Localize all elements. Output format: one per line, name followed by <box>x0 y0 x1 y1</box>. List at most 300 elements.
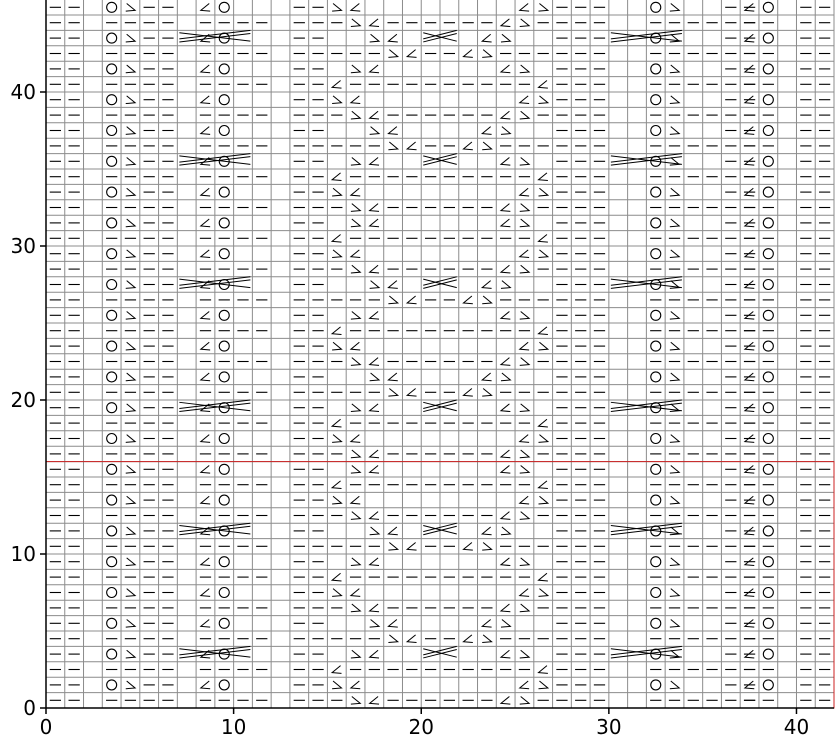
right-decrease-symbol <box>539 681 548 689</box>
right-decrease-symbol <box>351 558 360 566</box>
yarn-over-symbol <box>763 649 773 659</box>
yarn-over-symbol <box>763 187 773 197</box>
left-decrease-symbol <box>351 496 360 504</box>
right-decrease-symbol <box>332 435 341 443</box>
yarn-over-symbol <box>763 680 773 690</box>
left-decrease-symbol <box>388 619 397 627</box>
left-decrease-symbol <box>201 342 210 350</box>
left-decrease-symbol <box>501 465 510 473</box>
right-decrease-symbol <box>482 50 491 58</box>
right-decrease-symbol <box>126 65 135 73</box>
yarn-over-symbol <box>107 126 117 136</box>
yarn-over-symbol <box>219 618 229 628</box>
yarn-over-symbol <box>763 310 773 320</box>
left-decrease-symbol <box>351 188 360 196</box>
yarn-over-symbol <box>651 588 661 598</box>
yarn-over-symbol <box>651 64 661 74</box>
right-decrease-symbol <box>332 681 341 689</box>
right-decrease-symbol <box>370 527 379 535</box>
left-decrease-symbol <box>501 650 510 658</box>
right-decrease-symbol <box>539 96 548 104</box>
left-decrease-symbol <box>332 234 341 242</box>
right-decrease-symbol <box>126 96 135 104</box>
right-decrease-symbol <box>670 373 679 381</box>
right-decrease-symbol <box>670 188 679 196</box>
y-tick-label: 0 <box>23 696 36 720</box>
yarn-over-symbol <box>107 495 117 505</box>
right-decrease-symbol <box>126 373 135 381</box>
right-decrease-symbol <box>388 142 397 150</box>
left-decrease-symbol <box>370 404 379 412</box>
left-decrease-symbol <box>201 681 210 689</box>
right-decrease-symbol <box>370 127 379 135</box>
left-decrease-symbol <box>351 96 360 104</box>
yarn-over-symbol <box>651 249 661 259</box>
left-decrease-symbol <box>201 250 210 258</box>
yarn-over-symbol <box>763 526 773 536</box>
right-decrease-symbol <box>482 388 491 396</box>
left-decrease-symbol <box>501 404 510 412</box>
left-decrease-symbol <box>332 666 341 674</box>
left-decrease-symbol <box>501 450 510 458</box>
left-decrease-symbol <box>370 204 379 212</box>
left-decrease-symbol <box>351 681 360 689</box>
left-decrease-symbol <box>407 635 416 643</box>
yarn-over-symbol <box>763 557 773 567</box>
left-decrease-symbol <box>501 512 510 520</box>
right-decrease-symbol <box>520 311 529 319</box>
left-decrease-symbol <box>201 465 210 473</box>
left-decrease-symbol <box>539 173 548 181</box>
right-decrease-symbol <box>126 465 135 473</box>
yarn-over-symbol <box>763 588 773 598</box>
right-decrease-symbol <box>370 281 379 289</box>
right-decrease-symbol <box>126 558 135 566</box>
yarn-over-symbol <box>107 280 117 290</box>
right-decrease-symbol <box>126 188 135 196</box>
right-decrease-symbol <box>126 650 135 658</box>
left-decrease-symbol <box>201 65 210 73</box>
right-decrease-symbol <box>126 681 135 689</box>
right-decrease-symbol <box>332 496 341 504</box>
y-tick-label: 20 <box>10 388 36 412</box>
left-decrease-symbol <box>501 558 510 566</box>
left-decrease-symbol <box>539 573 548 581</box>
right-decrease-symbol <box>539 250 548 258</box>
right-decrease-symbol <box>520 19 529 27</box>
left-decrease-symbol <box>539 327 548 335</box>
x-tick-label: 30 <box>596 715 622 739</box>
right-decrease-symbol <box>520 358 529 366</box>
right-decrease-symbol <box>520 265 529 273</box>
left-decrease-symbol <box>407 50 416 58</box>
right-decrease-symbol <box>332 342 341 350</box>
yarn-over-symbol <box>763 618 773 628</box>
yarn-over-symbol <box>651 464 661 474</box>
y-tick-label: 10 <box>10 542 36 566</box>
right-decrease-symbol <box>539 496 548 504</box>
right-decrease-symbol <box>370 619 379 627</box>
left-decrease-symbol <box>463 635 472 643</box>
left-decrease-symbol <box>351 435 360 443</box>
left-decrease-symbol <box>370 219 379 227</box>
yarn-over-symbol <box>107 2 117 12</box>
right-decrease-symbol <box>351 604 360 612</box>
yarn-over-symbol <box>651 218 661 228</box>
left-decrease-symbol <box>332 573 341 581</box>
right-decrease-symbol <box>351 465 360 473</box>
right-decrease-symbol <box>126 589 135 597</box>
yarn-over-symbol <box>219 495 229 505</box>
yarn-over-symbol <box>763 495 773 505</box>
right-decrease-symbol <box>670 465 679 473</box>
left-decrease-symbol <box>201 373 210 381</box>
left-decrease-symbol <box>520 435 529 443</box>
left-decrease-symbol <box>370 65 379 73</box>
yarn-over-symbol <box>219 2 229 12</box>
left-decrease-symbol <box>332 481 341 489</box>
right-decrease-symbol <box>670 619 679 627</box>
right-decrease-symbol <box>126 496 135 504</box>
left-decrease-symbol <box>520 496 529 504</box>
right-decrease-symbol <box>501 34 510 42</box>
right-decrease-symbol <box>126 404 135 412</box>
yarn-over-symbol <box>763 64 773 74</box>
yarn-over-symbol <box>107 588 117 598</box>
right-decrease-symbol <box>351 19 360 27</box>
right-decrease-symbol <box>670 96 679 104</box>
left-decrease-symbol <box>201 496 210 504</box>
right-decrease-symbol <box>332 96 341 104</box>
right-decrease-symbol <box>520 219 529 227</box>
yarn-over-symbol <box>107 372 117 382</box>
left-decrease-symbol <box>501 19 510 27</box>
left-decrease-symbol <box>388 34 397 42</box>
left-decrease-symbol <box>501 311 510 319</box>
right-decrease-symbol <box>670 589 679 597</box>
right-decrease-symbol <box>126 3 135 11</box>
left-decrease-symbol <box>520 188 529 196</box>
yarn-over-symbol <box>107 64 117 74</box>
left-decrease-symbol <box>332 80 341 88</box>
left-decrease-symbol <box>501 65 510 73</box>
left-decrease-symbol <box>201 435 210 443</box>
right-decrease-symbol <box>351 157 360 165</box>
yarn-over-symbol <box>651 372 661 382</box>
left-decrease-symbol <box>463 388 472 396</box>
left-decrease-symbol <box>201 127 210 135</box>
right-decrease-symbol <box>520 204 529 212</box>
left-decrease-symbol <box>501 204 510 212</box>
right-decrease-symbol <box>670 681 679 689</box>
right-decrease-symbol <box>539 435 548 443</box>
right-decrease-symbol <box>351 111 360 119</box>
yarn-over-symbol <box>651 434 661 444</box>
left-decrease-symbol <box>201 589 210 597</box>
yarn-over-symbol <box>219 557 229 567</box>
right-decrease-symbol <box>520 65 529 73</box>
right-decrease-symbol <box>351 512 360 520</box>
right-decrease-symbol <box>520 465 529 473</box>
right-decrease-symbol <box>670 311 679 319</box>
right-decrease-symbol <box>539 342 548 350</box>
yarn-over-symbol <box>107 187 117 197</box>
yarn-over-symbol <box>107 156 117 166</box>
yarn-over-symbol <box>107 95 117 105</box>
left-decrease-symbol <box>351 589 360 597</box>
left-decrease-symbol <box>370 111 379 119</box>
yarn-over-symbol <box>763 372 773 382</box>
left-decrease-symbol <box>388 281 397 289</box>
left-decrease-symbol <box>370 696 379 704</box>
yarn-over-symbol <box>763 2 773 12</box>
right-decrease-symbol <box>670 435 679 443</box>
left-decrease-symbol <box>201 96 210 104</box>
left-decrease-symbol <box>407 388 416 396</box>
right-decrease-symbol <box>126 157 135 165</box>
left-decrease-symbol <box>501 219 510 227</box>
left-decrease-symbol <box>351 342 360 350</box>
left-decrease-symbol <box>332 327 341 335</box>
left-decrease-symbol <box>351 250 360 258</box>
left-decrease-symbol <box>539 481 548 489</box>
right-decrease-symbol <box>670 558 679 566</box>
left-decrease-symbol <box>520 3 529 11</box>
chart-grid <box>46 0 834 708</box>
right-decrease-symbol <box>520 558 529 566</box>
left-decrease-symbol <box>201 311 210 319</box>
right-decrease-symbol <box>539 188 548 196</box>
left-decrease-symbol <box>539 666 548 674</box>
left-decrease-symbol <box>501 157 510 165</box>
right-decrease-symbol <box>520 450 529 458</box>
yarn-over-symbol <box>763 156 773 166</box>
yarn-over-symbol <box>219 310 229 320</box>
right-decrease-symbol <box>670 219 679 227</box>
left-decrease-symbol <box>520 681 529 689</box>
yarn-over-symbol <box>107 434 117 444</box>
yarn-over-symbol <box>107 33 117 43</box>
right-decrease-symbol <box>670 342 679 350</box>
right-decrease-symbol <box>126 435 135 443</box>
right-decrease-symbol <box>520 111 529 119</box>
right-decrease-symbol <box>670 127 679 135</box>
yarn-over-symbol <box>763 280 773 290</box>
right-decrease-symbol <box>388 635 397 643</box>
left-decrease-symbol <box>520 96 529 104</box>
left-decrease-symbol <box>482 34 491 42</box>
right-decrease-symbol <box>126 619 135 627</box>
left-decrease-symbol <box>501 358 510 366</box>
right-decrease-symbol <box>388 542 397 550</box>
right-decrease-symbol <box>670 496 679 504</box>
yarn-over-symbol <box>651 95 661 105</box>
left-decrease-symbol <box>370 558 379 566</box>
yarn-over-symbol <box>763 403 773 413</box>
y-tick-label: 30 <box>10 234 36 258</box>
right-decrease-symbol <box>332 188 341 196</box>
right-decrease-symbol <box>126 127 135 135</box>
right-decrease-symbol <box>501 619 510 627</box>
left-decrease-symbol <box>463 296 472 304</box>
right-decrease-symbol <box>370 34 379 42</box>
right-decrease-symbol <box>351 265 360 273</box>
left-decrease-symbol <box>482 527 491 535</box>
yarn-over-symbol <box>107 649 117 659</box>
yarn-over-symbol <box>651 126 661 136</box>
yarn-over-symbol <box>651 557 661 567</box>
left-decrease-symbol <box>370 358 379 366</box>
left-decrease-symbol <box>370 450 379 458</box>
left-decrease-symbol <box>332 419 341 427</box>
right-decrease-symbol <box>501 527 510 535</box>
yarn-over-symbol <box>219 218 229 228</box>
right-decrease-symbol <box>126 250 135 258</box>
left-decrease-symbol <box>501 265 510 273</box>
yarn-over-symbol <box>107 464 117 474</box>
left-decrease-symbol <box>388 127 397 135</box>
right-decrease-symbol <box>351 404 360 412</box>
right-decrease-symbol <box>388 388 397 396</box>
right-decrease-symbol <box>670 65 679 73</box>
left-decrease-symbol <box>463 542 472 550</box>
right-decrease-symbol <box>388 50 397 58</box>
yarn-over-symbol <box>651 680 661 690</box>
right-decrease-symbol <box>351 65 360 73</box>
right-decrease-symbol <box>351 204 360 212</box>
right-decrease-symbol <box>370 373 379 381</box>
right-decrease-symbol <box>351 311 360 319</box>
right-decrease-symbol <box>520 157 529 165</box>
right-decrease-symbol <box>126 527 135 535</box>
left-decrease-symbol <box>201 558 210 566</box>
yarn-over-symbol <box>651 187 661 197</box>
left-decrease-symbol <box>539 80 548 88</box>
left-decrease-symbol <box>463 142 472 150</box>
left-decrease-symbol <box>370 465 379 473</box>
left-decrease-symbol <box>370 157 379 165</box>
right-decrease-symbol <box>482 635 491 643</box>
left-decrease-symbol <box>520 589 529 597</box>
yarn-over-symbol <box>219 588 229 598</box>
left-decrease-symbol <box>370 512 379 520</box>
left-decrease-symbol <box>370 265 379 273</box>
left-decrease-symbol <box>501 696 510 704</box>
yarn-over-symbol <box>219 249 229 259</box>
right-decrease-symbol <box>482 542 491 550</box>
x-tick-label: 20 <box>408 715 434 739</box>
right-decrease-symbol <box>539 3 548 11</box>
left-decrease-symbol <box>388 527 397 535</box>
yarn-over-symbol <box>107 618 117 628</box>
right-decrease-symbol <box>351 450 360 458</box>
yarn-over-symbol <box>219 464 229 474</box>
left-decrease-symbol <box>332 173 341 181</box>
right-decrease-symbol <box>520 650 529 658</box>
right-decrease-symbol <box>351 696 360 704</box>
left-decrease-symbol <box>351 3 360 11</box>
yarn-over-symbol <box>651 341 661 351</box>
x-tick-label: 0 <box>39 715 53 739</box>
right-decrease-symbol <box>332 250 341 258</box>
left-decrease-symbol <box>201 3 210 11</box>
yarn-over-symbol <box>107 218 117 228</box>
right-decrease-symbol <box>126 219 135 227</box>
left-decrease-symbol <box>482 619 491 627</box>
left-decrease-symbol <box>388 373 397 381</box>
yarn-over-symbol <box>763 218 773 228</box>
yarn-over-symbol <box>107 249 117 259</box>
yarn-over-symbol <box>107 403 117 413</box>
yarn-over-symbol <box>651 310 661 320</box>
yarn-over-symbol <box>763 464 773 474</box>
right-decrease-symbol <box>670 3 679 11</box>
yarn-over-symbol <box>219 434 229 444</box>
yarn-over-symbol <box>651 2 661 12</box>
yarn-over-symbol <box>219 680 229 690</box>
yarn-over-symbol <box>651 618 661 628</box>
right-decrease-symbol <box>670 250 679 258</box>
right-decrease-symbol <box>126 311 135 319</box>
yarn-over-symbol <box>763 341 773 351</box>
right-decrease-symbol <box>482 296 491 304</box>
left-decrease-symbol <box>407 142 416 150</box>
right-decrease-symbol <box>501 281 510 289</box>
yarn-over-symbol <box>219 95 229 105</box>
left-decrease-symbol <box>539 234 548 242</box>
left-decrease-symbol <box>407 296 416 304</box>
yarn-over-symbol <box>219 64 229 74</box>
left-decrease-symbol <box>201 219 210 227</box>
yarn-over-symbol <box>763 126 773 136</box>
right-decrease-symbol <box>332 589 341 597</box>
yarn-over-symbol <box>107 341 117 351</box>
right-decrease-symbol <box>482 142 491 150</box>
yarn-over-symbol <box>219 372 229 382</box>
right-decrease-symbol <box>501 373 510 381</box>
right-decrease-symbol <box>520 696 529 704</box>
yarn-over-symbol <box>219 341 229 351</box>
right-decrease-symbol <box>520 512 529 520</box>
right-decrease-symbol <box>351 650 360 658</box>
right-decrease-symbol <box>126 281 135 289</box>
left-decrease-symbol <box>370 650 379 658</box>
yarn-over-symbol <box>763 33 773 43</box>
yarn-over-symbol <box>107 557 117 567</box>
right-decrease-symbol <box>501 127 510 135</box>
left-decrease-symbol <box>463 50 472 58</box>
yarn-over-symbol <box>763 249 773 259</box>
left-decrease-symbol <box>501 111 510 119</box>
left-decrease-symbol <box>370 19 379 27</box>
y-tick-label: 40 <box>10 80 36 104</box>
yarn-over-symbol <box>219 126 229 136</box>
yarn-over-symbol <box>651 495 661 505</box>
left-decrease-symbol <box>407 542 416 550</box>
right-decrease-symbol <box>351 219 360 227</box>
right-decrease-symbol <box>351 358 360 366</box>
left-decrease-symbol <box>370 311 379 319</box>
right-decrease-symbol <box>388 296 397 304</box>
right-decrease-symbol <box>126 34 135 42</box>
yarn-over-symbol <box>107 310 117 320</box>
yarn-over-symbol <box>107 526 117 536</box>
left-decrease-symbol <box>482 127 491 135</box>
left-decrease-symbol <box>370 604 379 612</box>
right-decrease-symbol <box>539 589 548 597</box>
right-decrease-symbol <box>332 3 341 11</box>
left-decrease-symbol <box>520 250 529 258</box>
